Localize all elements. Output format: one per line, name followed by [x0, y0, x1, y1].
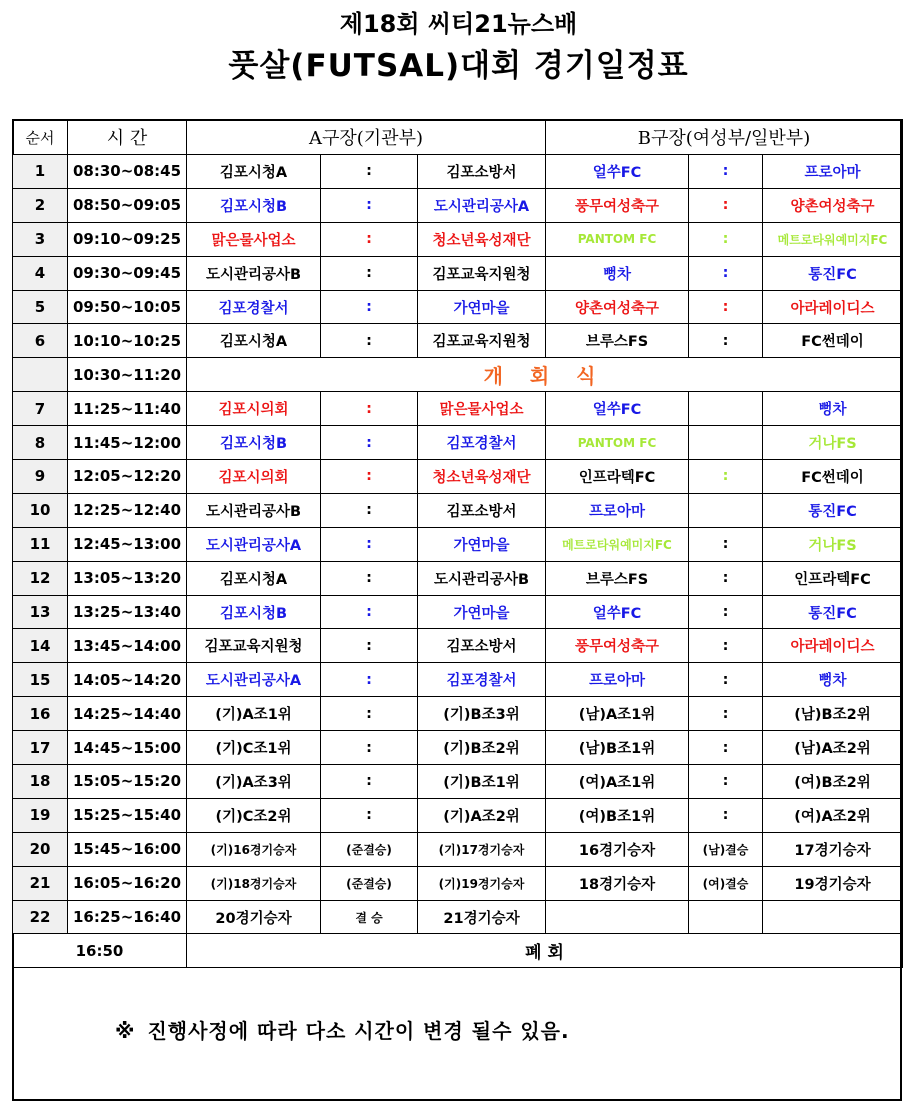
court-a-vs: : — [321, 731, 418, 765]
court-a-team1: 도시관리공사B — [187, 493, 321, 527]
table-row — [13, 222, 903, 256]
court-a-team2: 가연마을 — [418, 527, 546, 561]
court-a-team1: (기)A조1위 — [187, 697, 321, 731]
court-a-team2: 가연마을 — [418, 595, 546, 629]
court-a-team2: 가연마을 — [418, 290, 546, 324]
table-row — [13, 697, 903, 731]
row-time: 12:45~13:00 — [68, 527, 187, 561]
row-number: 11 — [13, 527, 68, 561]
row-number: 7 — [13, 392, 68, 426]
row-number: 4 — [13, 256, 68, 290]
court-a-vs: : — [321, 595, 418, 629]
court-a-team1: (기)C조2위 — [187, 798, 321, 832]
court-a-team2: 청소년육성재단 — [418, 222, 546, 256]
row-number — [13, 358, 68, 392]
court-a-vs: : — [321, 629, 418, 663]
court-a-vs: : — [321, 460, 418, 494]
header-time: 시 간 — [68, 120, 187, 155]
note-mark-icon: ※ — [115, 1019, 136, 1043]
court-b-team2: 19경기승자 — [763, 866, 903, 900]
court-b-team2: 아라레이디스 — [763, 629, 903, 663]
court-b-team2: (여)A조2위 — [763, 798, 903, 832]
table-row — [13, 527, 903, 561]
court-b-vs: : — [689, 460, 763, 494]
table-row — [13, 798, 903, 832]
closing-time: 16:50 — [13, 934, 187, 968]
court-b-team2: FC썬데이 — [763, 324, 903, 358]
row-time: 14:45~15:00 — [68, 731, 187, 765]
court-a-team1: 김포시청B — [187, 595, 321, 629]
court-b-vs: : — [689, 527, 763, 561]
row-time: 08:50~09:05 — [68, 188, 187, 222]
row-number: 13 — [13, 595, 68, 629]
court-a-team2: (기)B조2위 — [418, 731, 546, 765]
table-row — [13, 765, 903, 799]
row-time: 10:30~11:20 — [68, 358, 187, 392]
court-b-team2 — [763, 900, 903, 934]
court-a-team1: (기)16경기승자 — [187, 832, 321, 866]
table-row — [13, 832, 903, 866]
court-b-vs: : — [689, 595, 763, 629]
court-a-vs: 결 승 — [321, 900, 418, 934]
court-a-team2: 김포소방서 — [418, 155, 546, 189]
court-b-team1: 메트로타워예미지FC — [546, 527, 689, 561]
row-time: 13:25~13:40 — [68, 595, 187, 629]
court-b-team2: FC썬데이 — [763, 460, 903, 494]
court-a-vs: : — [321, 765, 418, 799]
court-a-vs: : — [321, 222, 418, 256]
court-a-vs: : — [321, 663, 418, 697]
row-number: 14 — [13, 629, 68, 663]
court-b-team2: 뻥차 — [763, 663, 903, 697]
row-number: 5 — [13, 290, 68, 324]
court-a-vs: : — [321, 290, 418, 324]
schedule-rows — [13, 155, 903, 934]
court-b-vs — [689, 392, 763, 426]
court-b-team1: PANTOM FC — [546, 222, 689, 256]
table-row — [13, 731, 903, 765]
table-row — [13, 595, 903, 629]
court-b-team1: PANTOM FC — [546, 426, 689, 460]
row-time: 13:45~14:00 — [68, 629, 187, 663]
header-no: 순서 — [13, 120, 68, 155]
court-b-team2: 프로아마 — [763, 155, 903, 189]
court-a-team1: (기)A조3위 — [187, 765, 321, 799]
title-line2: 풋살(FUTSAL)대회 경기일정표 — [228, 48, 689, 84]
court-b-vs: : — [689, 155, 763, 189]
court-b-vs: : — [689, 765, 763, 799]
title-line1: 제18회 씨티21뉴스배 — [339, 10, 578, 38]
court-a-team2: 김포교육지원청 — [418, 256, 546, 290]
row-time: 12:05~12:20 — [68, 460, 187, 494]
court-b-team2: (남)B조2위 — [763, 697, 903, 731]
row-number: 19 — [13, 798, 68, 832]
court-a-vs: (준결승) — [321, 866, 418, 900]
row-time: 09:50~10:05 — [68, 290, 187, 324]
court-a-vs: : — [321, 188, 418, 222]
header-court-b: B구장(여성부/일반부) — [546, 120, 903, 155]
table-row — [13, 324, 903, 358]
court-b-vs: : — [689, 663, 763, 697]
court-b-team2: 아라레이디스 — [763, 290, 903, 324]
court-b-team1: (남)A조1위 — [546, 697, 689, 731]
court-a-team2: 김포경찰서 — [418, 663, 546, 697]
court-a-team2: (기)17경기승자 — [418, 832, 546, 866]
table-row — [13, 256, 903, 290]
court-a-vs: (준결승) — [321, 832, 418, 866]
table-row — [13, 493, 903, 527]
court-a-team1: 김포시청B — [187, 426, 321, 460]
court-a-team2: 김포교육지원청 — [418, 324, 546, 358]
court-b-team2: 인프라텍FC — [763, 561, 903, 595]
row-time: 14:25~14:40 — [68, 697, 187, 731]
court-b-vs: : — [689, 256, 763, 290]
court-a-team2: 맑은물사업소 — [418, 392, 546, 426]
court-a-vs: : — [321, 561, 418, 595]
row-time: 08:30~08:45 — [68, 155, 187, 189]
court-b-vs: : — [689, 324, 763, 358]
court-b-team2: 17경기승자 — [763, 832, 903, 866]
row-number: 17 — [13, 731, 68, 765]
court-a-team1: (기)C조1위 — [187, 731, 321, 765]
row-number: 6 — [13, 324, 68, 358]
closing-row — [13, 934, 903, 968]
schedule-table — [12, 119, 903, 968]
schedule-note — [115, 1015, 570, 1044]
court-a-team2: 21경기승자 — [418, 900, 546, 934]
court-a-vs: : — [321, 392, 418, 426]
opening-ceremony: 개 회 식 — [187, 358, 903, 392]
court-b-team1: 풍무여성축구 — [546, 188, 689, 222]
table-row — [13, 290, 903, 324]
table-row — [13, 561, 903, 595]
court-a-team1: (기)18경기승자 — [187, 866, 321, 900]
row-number: 10 — [13, 493, 68, 527]
row-number: 9 — [13, 460, 68, 494]
court-a-vs: : — [321, 324, 418, 358]
court-b-vs — [689, 426, 763, 460]
court-a-team2: (기)B조1위 — [418, 765, 546, 799]
court-a-team2: 김포소방서 — [418, 493, 546, 527]
court-b-team1: 16경기승자 — [546, 832, 689, 866]
court-b-team2: 뻥차 — [763, 392, 903, 426]
row-number: 15 — [13, 663, 68, 697]
court-a-vs: : — [321, 155, 418, 189]
court-b-vs: (남)결승 — [689, 832, 763, 866]
court-a-team2: 김포경찰서 — [418, 426, 546, 460]
row-time: 09:10~09:25 — [68, 222, 187, 256]
court-a-team1: 도시관리공사A — [187, 663, 321, 697]
court-b-vs: : — [689, 561, 763, 595]
court-a-team2: 도시관리공사A — [418, 188, 546, 222]
court-b-vs: : — [689, 290, 763, 324]
table-row — [13, 629, 903, 663]
header-court-a: A구장(기관부) — [187, 120, 546, 155]
table-row — [13, 392, 903, 426]
court-a-vs: : — [321, 697, 418, 731]
row-time: 15:25~15:40 — [68, 798, 187, 832]
row-time: 10:10~10:25 — [68, 324, 187, 358]
court-b-team1: 18경기승자 — [546, 866, 689, 900]
row-time: 12:25~12:40 — [68, 493, 187, 527]
row-number: 2 — [13, 188, 68, 222]
court-a-vs: : — [321, 527, 418, 561]
court-b-vs — [689, 900, 763, 934]
row-time: 11:25~11:40 — [68, 392, 187, 426]
court-b-team1: 프로아마 — [546, 663, 689, 697]
court-b-team1: 브루스FS — [546, 324, 689, 358]
court-b-vs: : — [689, 629, 763, 663]
court-b-team2: 양촌여성축구 — [763, 188, 903, 222]
court-a-team1: 김포교육지원청 — [187, 629, 321, 663]
court-b-team1: 브루스FS — [546, 561, 689, 595]
court-b-vs: : — [689, 222, 763, 256]
court-a-team1: 맑은물사업소 — [187, 222, 321, 256]
row-time: 11:45~12:00 — [68, 426, 187, 460]
row-number: 18 — [13, 765, 68, 799]
table-row — [13, 866, 903, 900]
court-a-team1: 김포시의회 — [187, 392, 321, 426]
row-time: 15:05~15:20 — [68, 765, 187, 799]
court-b-team1: (여)A조1위 — [546, 765, 689, 799]
row-number: 16 — [13, 697, 68, 731]
row-time: 16:25~16:40 — [68, 900, 187, 934]
court-a-vs: : — [321, 256, 418, 290]
court-b-team2: (여)B조2위 — [763, 765, 903, 799]
court-a-team2: (기)19경기승자 — [418, 866, 546, 900]
court-a-team1: 도시관리공사B — [187, 256, 321, 290]
row-time: 14:05~14:20 — [68, 663, 187, 697]
court-b-team1: 양촌여성축구 — [546, 290, 689, 324]
court-b-team1: 얼쑤FC — [546, 595, 689, 629]
court-b-team2: 통진FC — [763, 595, 903, 629]
court-b-vs: : — [689, 798, 763, 832]
court-b-vs: : — [689, 731, 763, 765]
court-b-team2: (남)A조2위 — [763, 731, 903, 765]
court-b-vs — [689, 493, 763, 527]
court-a-team2: 도시관리공사B — [418, 561, 546, 595]
court-a-team2: 청소년육성재단 — [418, 460, 546, 494]
court-b-team2: 메트로타워예미지FC — [763, 222, 903, 256]
court-a-vs: : — [321, 798, 418, 832]
court-b-team2: 거나FS — [763, 426, 903, 460]
court-b-vs: (여)결승 — [689, 866, 763, 900]
row-number: 22 — [13, 900, 68, 934]
court-b-team2: 거나FS — [763, 527, 903, 561]
court-b-vs: : — [689, 697, 763, 731]
court-b-team1: 얼쑤FC — [546, 392, 689, 426]
court-a-vs: : — [321, 493, 418, 527]
court-a-team1: 김포시청A — [187, 561, 321, 595]
court-a-team1: 김포경찰서 — [187, 290, 321, 324]
row-time: 15:45~16:00 — [68, 832, 187, 866]
court-a-team2: (기)B조3위 — [418, 697, 546, 731]
court-a-team1: 김포시의회 — [187, 460, 321, 494]
row-time: 13:05~13:20 — [68, 561, 187, 595]
row-time: 09:30~09:45 — [68, 256, 187, 290]
court-b-team1: 뻥차 — [546, 256, 689, 290]
court-a-team1: 20경기승자 — [187, 900, 321, 934]
court-b-vs: : — [689, 188, 763, 222]
court-b-team1: 인프라텍FC — [546, 460, 689, 494]
row-number: 20 — [13, 832, 68, 866]
court-a-team1: 김포시청A — [187, 155, 321, 189]
table-row — [13, 358, 903, 392]
court-a-team1: 김포시청A — [187, 324, 321, 358]
row-time: 16:05~16:20 — [68, 866, 187, 900]
court-b-team1: 풍무여성축구 — [546, 629, 689, 663]
table-row — [13, 663, 903, 697]
court-b-team1: 얼쑤FC — [546, 155, 689, 189]
court-a-team1: 도시관리공사A — [187, 527, 321, 561]
court-b-team1 — [546, 900, 689, 934]
court-a-team2: (기)A조2위 — [418, 798, 546, 832]
court-b-team1: 프로아마 — [546, 493, 689, 527]
table-row — [13, 155, 903, 189]
court-b-team1: (여)B조1위 — [546, 798, 689, 832]
table-row — [13, 900, 903, 934]
row-number: 8 — [13, 426, 68, 460]
court-b-team1: (남)B조1위 — [546, 731, 689, 765]
table-row — [13, 426, 903, 460]
court-a-team1: 김포시청B — [187, 188, 321, 222]
court-a-vs: : — [321, 426, 418, 460]
court-a-team2: 김포소방서 — [418, 629, 546, 663]
note-text: 진행사정에 따라 다소 시간이 변경 될수 있음. — [147, 1019, 570, 1043]
closing-label: 폐 회 — [187, 934, 903, 968]
header-row — [13, 120, 903, 155]
row-number: 3 — [13, 222, 68, 256]
court-b-team2: 통진FC — [763, 256, 903, 290]
table-row — [13, 460, 903, 494]
row-number: 1 — [13, 155, 68, 189]
table-row — [13, 188, 903, 222]
row-number: 12 — [13, 561, 68, 595]
row-number: 21 — [13, 866, 68, 900]
court-b-team2: 통진FC — [763, 493, 903, 527]
